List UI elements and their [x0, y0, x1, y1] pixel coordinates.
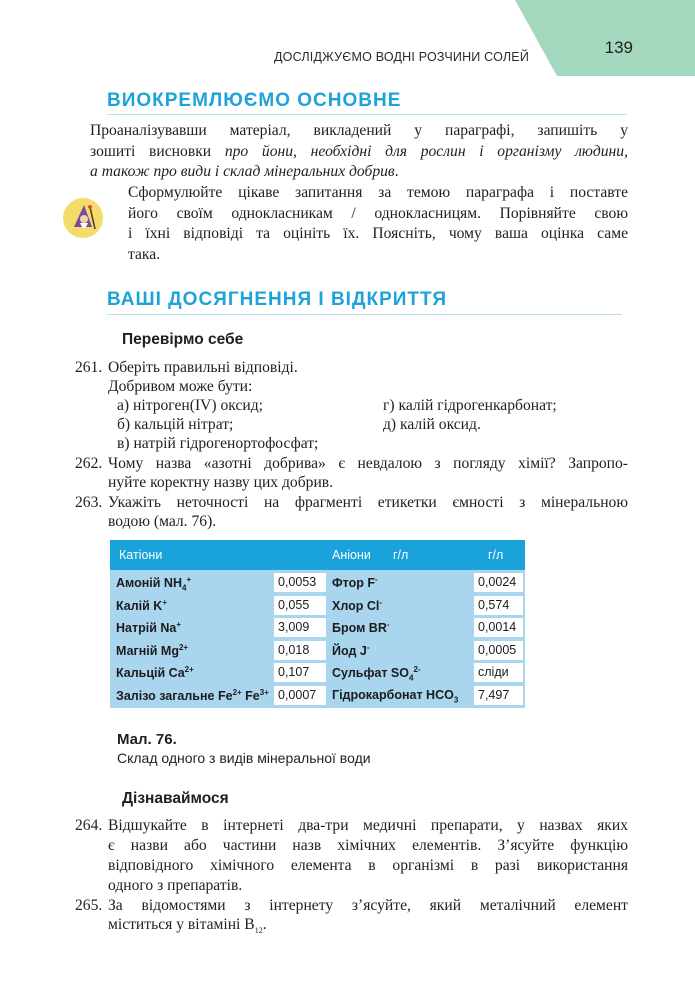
- summary-text: зошиті висновки: [90, 142, 225, 160]
- anion-value: 0,574: [478, 597, 510, 612]
- anion-label: [332, 688, 458, 705]
- anion-formula: [332, 665, 421, 683]
- question-number-264: 264.: [75, 817, 103, 834]
- anion-formula-sup: -: [375, 575, 378, 584]
- anion-formula-text: Сульфат SO: [332, 666, 409, 681]
- anion-value: 7,497: [478, 687, 510, 702]
- figure-caption: Склад одного з видів мінеральної води: [117, 750, 371, 766]
- anion-label: [332, 643, 370, 658]
- question-265-line-1: За відомостями з інтернету з’ясуйте, який металічний елемент: [108, 897, 628, 914]
- anion-formula-text: Фтор F: [332, 576, 376, 591]
- question-263-line-2: водою (мал. 76).: [108, 513, 217, 530]
- cation-label: [116, 575, 191, 593]
- cation-formula-extra-text: Fe: [241, 688, 260, 703]
- anion-label: [332, 620, 390, 635]
- page-number: 139: [604, 38, 633, 57]
- question-264-line-3: відповідного хімічного елемента в організмі в разі використання: [108, 857, 628, 874]
- anion-label: [332, 598, 382, 613]
- cation-formula-sup: 2+: [178, 642, 189, 652]
- anion-formula: [332, 576, 378, 590]
- anion-formula-sub: 3: [453, 695, 459, 704]
- header-gl-2: г/л: [488, 548, 504, 562]
- cation-formula-text: Амоній NH: [116, 576, 182, 591]
- cation-formula-sup: 2+: [232, 687, 242, 697]
- cation-value: 0,0007: [278, 687, 317, 702]
- question-264-line-4: одного з препаратів.: [108, 877, 243, 894]
- question-number-265: 265.: [75, 897, 103, 914]
- question-262-line-1: Чому назва «азотні добрива» є невдалою з погляду хімії? Запропо-: [108, 455, 628, 472]
- anion-formula-text: Йод J: [332, 643, 367, 658]
- anion-formula-sup: -: [386, 620, 390, 629]
- question-number-262: 262.: [75, 455, 103, 472]
- anion-formula: [332, 621, 390, 635]
- cation-formula: [116, 666, 194, 680]
- cation-formula-sup: 2+: [184, 665, 194, 674]
- anion-formula-text: Гідрокарбонат HCO: [332, 687, 454, 702]
- cation-formula-sup: +: [162, 597, 168, 607]
- anion-formula-sup: -: [379, 597, 383, 607]
- header-gl-1: г/л: [393, 548, 409, 562]
- cation-formula: [116, 621, 181, 635]
- anion-label: [332, 665, 421, 683]
- question-number-263: 263.: [75, 494, 103, 511]
- summary-italic-2: а також про види і склад мінеральних добрив: [90, 163, 395, 180]
- cation-formula-text: Магній Mg: [116, 643, 179, 658]
- cation-formula-extra: [242, 689, 269, 703]
- cation-label: [116, 688, 269, 703]
- cation-value: 3,009: [278, 620, 310, 634]
- anion-formula-text: Бром BR: [332, 621, 387, 636]
- cation-formula-sup: +: [176, 620, 182, 629]
- learn-heading: Дізнаваймося: [122, 790, 229, 807]
- anion-label: [332, 575, 378, 590]
- vitamin-subscript: 12: [254, 926, 263, 936]
- question-262-line-2: нуйте коректну назву цих добрив.: [108, 474, 334, 491]
- cation-value: 0,107: [278, 665, 310, 679]
- question-261-lead: Добривом може бути:: [108, 378, 253, 395]
- cation-value: 0,018: [278, 642, 310, 657]
- anion-value: 0,0014: [478, 620, 517, 634]
- option-d: д) калій оксид.: [383, 416, 481, 433]
- cation-label: [116, 598, 167, 613]
- cation-formula: [116, 644, 188, 658]
- task-line-4: така.: [128, 245, 161, 263]
- anion-value: 0,0005: [478, 642, 517, 657]
- cation-label: [116, 620, 181, 635]
- cation-label: [116, 643, 188, 658]
- summary-italic: про йони, необхідні для рослин і організму людини,: [224, 142, 628, 160]
- summary-line-3: [90, 162, 628, 183]
- anion-formula-sub: 4: [408, 673, 414, 683]
- anion-value: сліди: [478, 665, 509, 679]
- summary-line-2: [90, 142, 628, 163]
- cation-value: 0,055: [278, 597, 310, 612]
- question-265-text: міститься у вітаміні B: [108, 916, 255, 933]
- anion-formula-sup: -: [366, 642, 370, 652]
- question-264-line-1: Відшукайте в інтернеті два-три медичні препарати, у назвах яких: [108, 817, 628, 834]
- cation-formula-sub: 4: [181, 583, 187, 593]
- task-line-2: його своїм однокласникам / однокласницям. Порівняйте свою: [128, 204, 628, 222]
- cation-label: [116, 665, 194, 680]
- section-rule-2: [107, 314, 622, 315]
- option-a: а) нітроген(IV) оксид;: [117, 397, 264, 414]
- section-title-achievements: ВАШІ ДОСЯГНЕННЯ І ВІДКРИТТЯ: [107, 289, 448, 310]
- anion-value: 0,0024: [478, 575, 517, 589]
- header-cations: Катіони: [119, 548, 163, 562]
- cation-formula: [116, 689, 242, 703]
- anion-formula-sup: 2-: [413, 665, 421, 674]
- summary-paragraph: [90, 121, 628, 183]
- option-v: в) натрій гідрогенортофосфат;: [117, 435, 319, 452]
- anion-formula: [332, 599, 382, 613]
- question-265-line-2: [108, 916, 267, 935]
- question-261-text: Оберіть правильні відповіді.: [108, 359, 298, 376]
- question-264-line-2: є назви або частини назв хімічних елементів. З’ясуйте функцію: [108, 837, 628, 854]
- anion-formula: [332, 644, 370, 658]
- question-263-line-1: Укажіть неточності на фрагменті етикетки ємності з мінеральною: [108, 494, 628, 511]
- cation-formula-extra-sup: 3+: [259, 687, 269, 697]
- wizard-icon: [62, 197, 104, 239]
- cation-formula: [116, 575, 192, 593]
- question-265-period: .: [262, 916, 267, 933]
- section-title-summary: ВИОКРЕМЛЮЄМО ОСНОВНЕ: [107, 90, 402, 111]
- running-title: ДОСЛІДЖУЄМО ВОДНІ РОЗЧИНИ СОЛЕЙ: [274, 50, 530, 64]
- anion-formula-text: Хлор Cl: [332, 598, 380, 613]
- cation-formula-text: Натрій Na: [116, 621, 177, 636]
- check-heading: Перевірмо себе: [122, 331, 244, 348]
- cation-formula-text: Кальцій Ca: [116, 666, 185, 681]
- question-number-261: 261.: [75, 359, 103, 376]
- summary-line-1: Проаналізувавши матеріал, викладений у параграфі, запишіть у: [90, 122, 628, 139]
- cation-formula-text: Залізо загальне Fe: [116, 688, 233, 703]
- cation-formula-text: Калій K: [116, 598, 163, 613]
- cation-formula-sup: +: [186, 575, 192, 584]
- cation-formula: [116, 599, 167, 613]
- task-paragraph: [128, 183, 628, 265]
- mineral-water-table: [110, 540, 525, 708]
- figure-label: Мал. 76.: [117, 731, 177, 748]
- option-g: г) калій гідрогенкарбонат;: [383, 397, 557, 414]
- task-line-3: і їхні відповіді та оцініть їх. Поясніть, чому ваша оцінка саме: [128, 225, 628, 242]
- header-anions: Аніони: [332, 548, 371, 562]
- anion-formula: [332, 688, 458, 702]
- table-header: [110, 540, 525, 570]
- option-b: б) кальцій нітрат;: [117, 416, 234, 433]
- cation-value: 0,0053: [278, 575, 317, 589]
- summary-period: .: [394, 163, 399, 180]
- task-line-1: Сформулюйте цікаве запитання за темою параграфа і поставте: [128, 184, 628, 201]
- section-rule: [107, 114, 627, 115]
